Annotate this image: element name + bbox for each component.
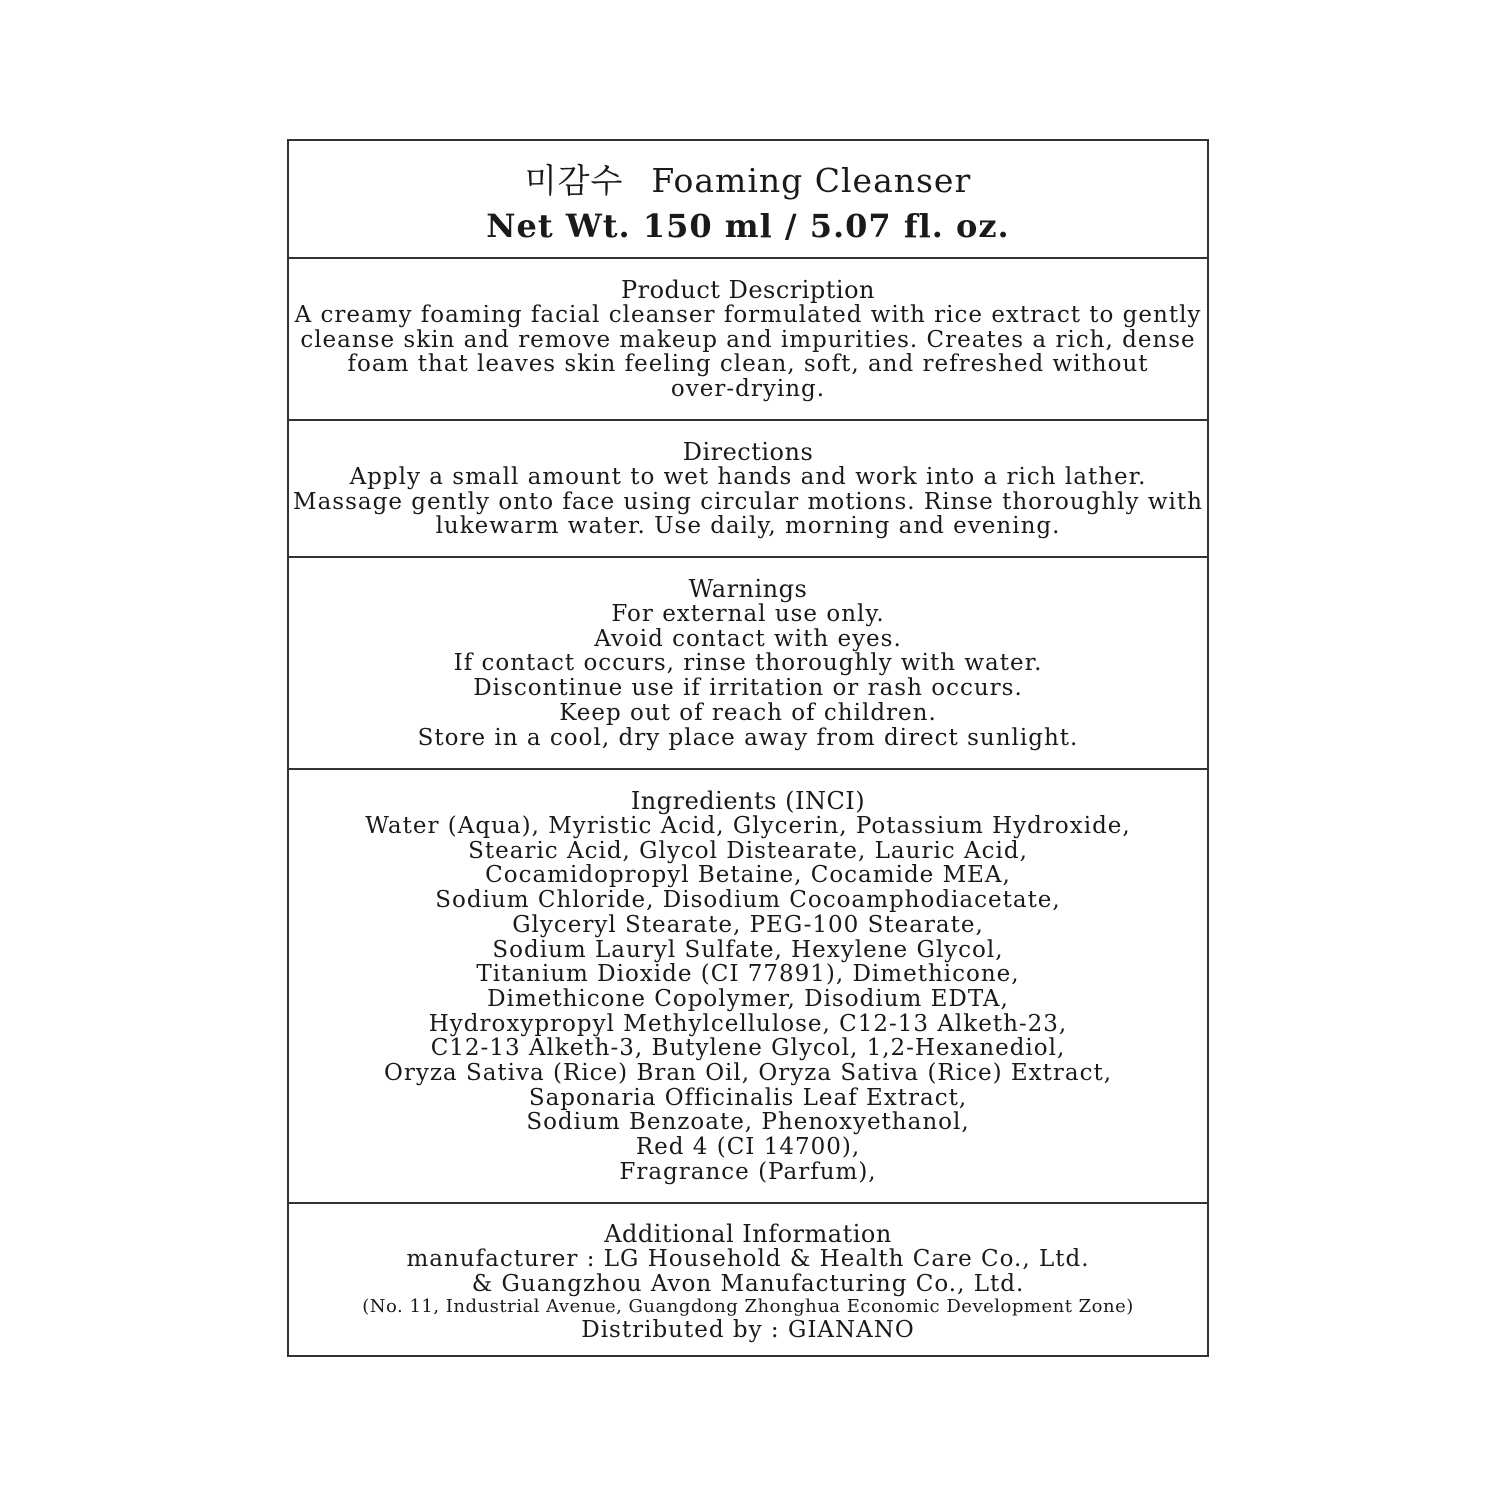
ingredients-heading: Ingredients (INCI): [630, 787, 866, 815]
warnings-heading: Warnings: [688, 575, 808, 603]
warnings-section: [289, 556, 1207, 769]
manufacturer-address: (No. 11, Industrial Avenue, Guangdong Zhonghua Economic Development Zone): [362, 1296, 1134, 1318]
ingredients-section: [289, 768, 1207, 1203]
korean-product-name: 미감수: [524, 161, 624, 200]
additional-section: [289, 1202, 1207, 1357]
manufacturer-line-2: & Guangzhou Avon Manufacturing Co., Ltd.: [471, 1270, 1025, 1297]
distributor-line: Distributed by : GIANANO: [581, 1317, 915, 1344]
ingredients-text: Water (Aqua), Myristic Acid, Glycerin, Potassium Hydroxide, Stearic Acid, Glycol Distearate, Lauric Acid, Cocamidopropyl Betaine, Cocamide MEA, Sodium Chloride, Disodium Cocoamphodiacetate, Glyceryl Stearate, PEG-100 Stearate, Sodium Lauryl Sulfate, Hexylene Glycol, Titanium Dioxide (CI 77891), Dimethicone, Dimethicone Copolymer, Disodium EDTA, Hydroxypropyl Methylcellulose, C12-13 Alketh-23, C12-13 Alketh-3, Butylene Glycol, 1,2-Hexanediol, Oryza Sativa (Rice) Bran Oil, Oryza Sativa (Rice) Extract, Saponaria Officinalis Leaf Extract, Sodium Benzoate, Phenoxyethanol, Red 4 (CI 14700), Fragrance (Parfum),: [365, 813, 1131, 1185]
header-section: [289, 141, 1207, 259]
description-heading: Product Description: [620, 276, 876, 304]
net-weight: Net Wt. 150 ml / 5.07 fl. oz.: [486, 207, 1010, 245]
description-section: [289, 257, 1207, 421]
product-label: [287, 139, 1209, 1357]
directions-text: Apply a small amount to wet hands and work into a rich lather. Massage gently onto face using circular motions. Rinse thoroughly with lukewarm water. Use daily, morning and evening.: [293, 464, 1203, 540]
description-text: A creamy foaming facial cleanser formulated with rice extract to gently cleanse skin and remove makeup and impurities. Creates a rich, dense foam that leaves skin feeling clean, soft, and refreshed without over-drying.: [294, 302, 1202, 403]
warnings-text: For external use only. Avoid contact with eyes. If contact occurs, rinse thoroughly with water. Discontinue use if irritation or rash occurs. Keep out of reach of children. Store in a cool, dry place away from direct sunlight.: [417, 601, 1079, 751]
product-name: Foaming Cleanser: [651, 161, 972, 200]
directions-section: [289, 419, 1207, 558]
additional-heading: Additional Information: [604, 1220, 892, 1248]
directions-heading: Directions: [682, 438, 814, 466]
manufacturer-line: manufacturer : LG Household & Health Care Co., Ltd.: [406, 1246, 1090, 1272]
